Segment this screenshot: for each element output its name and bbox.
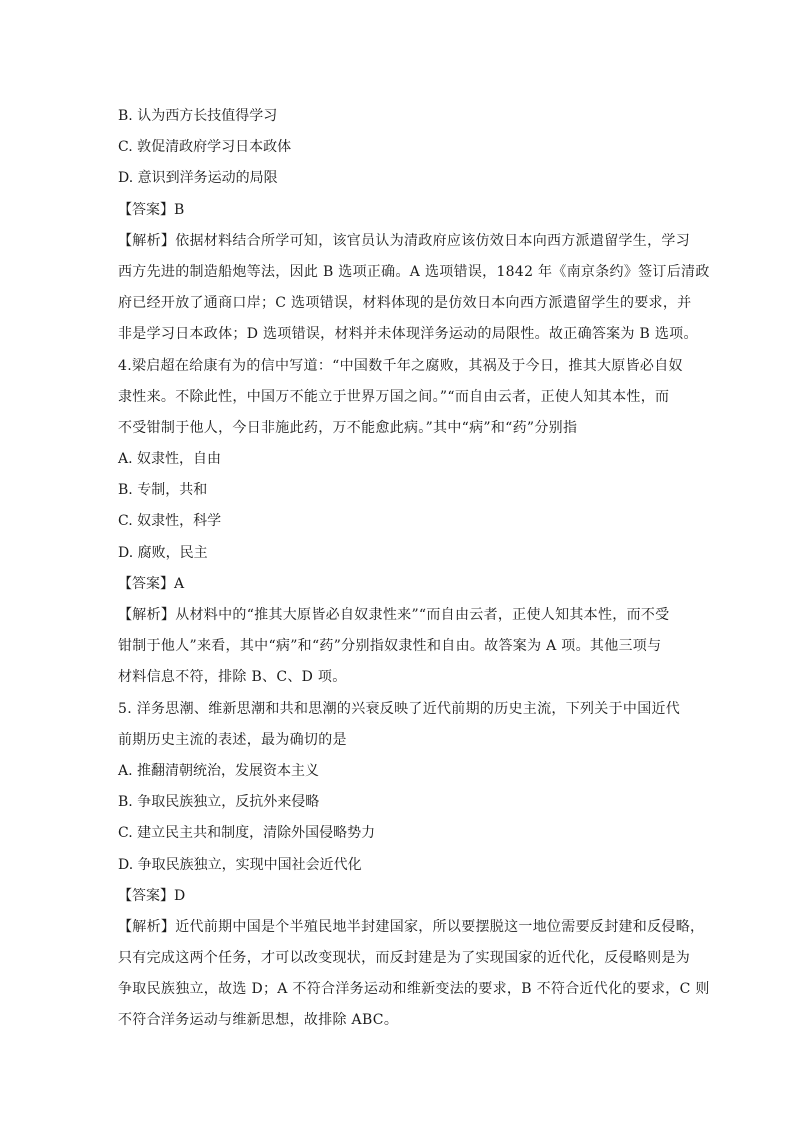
q4-option-a: A. 奴隶性，自由 [118, 451, 222, 468]
q5-option-d: D. 争取民族独立，实现中国社会近代化 [118, 856, 362, 873]
q4-analysis-line: 【解析】从材料中的“推其大原皆必自奴隶性来”“而自由云者，正使人知其本性，而不受 [118, 607, 670, 623]
q5-analysis-line: 只有完成这两个任务，才可以改变现状，而反封建是为了实现国家的近代化，反侵略则是为 [118, 950, 690, 967]
q5-analysis-line: 争取民族独立，故选 D；A 不符合洋务运动和维新变法的要求，B 不符合近代化的要求，C 则 [118, 981, 710, 998]
q5-answer: 【答案】D [118, 887, 186, 904]
q4-stem [118, 351, 683, 445]
q4-stem-line: 4.梁启超在给康有为的信中写道：“中国数千年之腐败，其祸及于今日，推其大原皆必自奴 [118, 357, 683, 374]
q4-stem-line: 不受钳制于他人，今日非施此药，万不能愈此病。”其中“病”和“药”分别指 [118, 419, 578, 436]
q4-answer: 【答案】A [118, 575, 185, 592]
q5-analysis-line: 【解析】近代前期中国是个半殖民地半封建国家，所以要摆脱这一地位需要反封建和反侵略， [118, 918, 705, 935]
q3-analysis-line: 【解析】依据材料结合所学可知，该官员认为清政府应该仿效日本向西方派遣留学生，学习 [118, 232, 690, 249]
q4-stem-line: 隶性来。不除此性，中国万不能立于世界万国之间。”“而自由云者，正使人知其本性，而 [118, 388, 670, 405]
q3-option-b: B. 认为西方长技值得学习 [118, 108, 278, 124]
q5-stem [118, 694, 681, 756]
document-page [118, 101, 710, 1037]
q4-option-c: C. 奴隶性，科学 [118, 513, 222, 530]
q3-analysis-line: 府已经开放了通商口岸；C 选项错误，材料体现的是仿效日本向西方派遣留学生的要求，并 [118, 295, 692, 312]
q4-analysis-line: 材料信息不符，排除 B、C、D 项。 [118, 669, 347, 686]
q3-option-d: D. 意识到洋务运动的局限 [118, 170, 278, 187]
q5-analysis-line: 不符合洋务运动与维新思想，故排除 ABC。 [118, 1012, 399, 1029]
q3-analysis-line: 西方先进的制造船炮等法，因此 B 选项正确。A 选项错误，1842 年《南京条约》签订后清政 [118, 263, 710, 280]
q5-stem-line: 5. 洋务思潮、维新思潮和共和思潮的兴衰反映了近代前期的历史主流，下列关于中国近代 [118, 700, 681, 717]
q5-stem-line: 前期历史主流的表述，最为确切的是 [118, 731, 347, 748]
q3-option-c: C. 敦促清政府学习日本政体 [118, 139, 292, 156]
q3-analysis-line: 非是学习日本政体；D 选项错误，材料并未体现洋务运动的局限性。故正确答案为 B 选项。 [118, 326, 698, 343]
q4-analysis [118, 600, 678, 694]
q5-option-c: C. 建立民主共和制度，清除外国侵略势力 [118, 825, 376, 842]
q4-option-d: D. 腐败，民主 [118, 544, 208, 561]
q3-answer: 【答案】B [118, 201, 185, 218]
q4-option-b: B. 专制，共和 [118, 482, 208, 499]
q4-analysis-line: 钳制于他人”来看，其中“病”和“药”分别指奴隶性和自由。故答案为 A 项。其他三项与 [118, 638, 662, 655]
q5-option-a: A. 推翻清朝统治，发展资本主义 [118, 762, 320, 779]
q5-option-b: B. 争取民族独立，反抗外来侵略 [118, 794, 320, 811]
q5-analysis [118, 912, 710, 1037]
q3-analysis [118, 226, 710, 351]
